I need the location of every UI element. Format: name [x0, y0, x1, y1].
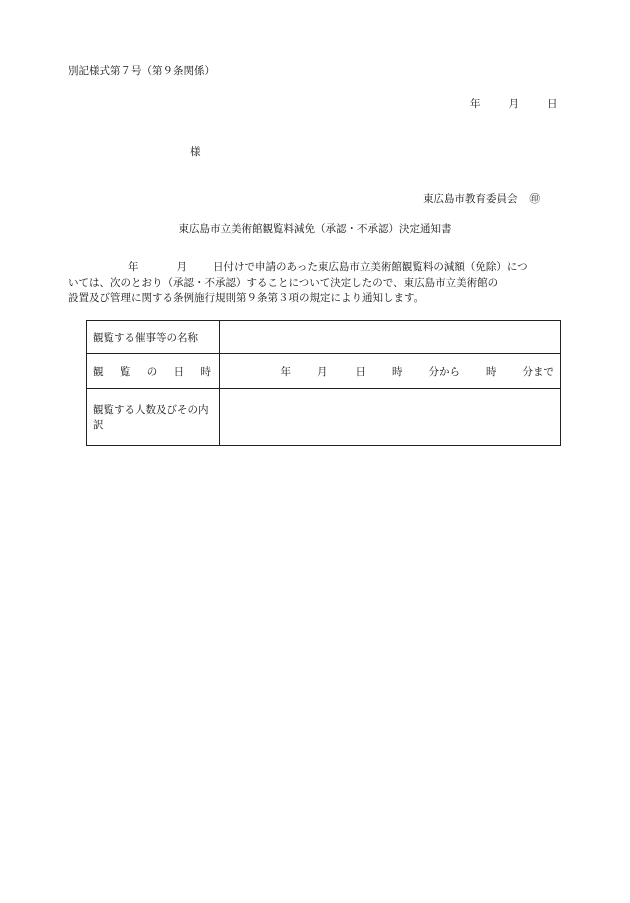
- body-text: [68, 260, 568, 307]
- info-table: [86, 320, 561, 446]
- body-line-2: いては、次のとおり（承認・不承認）することについて決定したので、東広島市立美術館の: [68, 276, 499, 289]
- document-title: 東広島市立美術館観覧料減免（承認・不承認）決定通知書: [178, 223, 452, 235]
- date-day-label: 日: [547, 98, 558, 110]
- label-char: 日: [173, 365, 185, 378]
- date-line: [470, 97, 558, 111]
- body-month-label: 月: [176, 261, 187, 273]
- seal-mark: ㊞: [529, 193, 540, 205]
- table-row: [87, 389, 561, 446]
- time-unit-minute-to: 分まで: [522, 365, 554, 378]
- event-name-value: [220, 321, 561, 354]
- time-unit-hour-to: 時: [486, 365, 497, 378]
- time-unit-month: 月: [317, 365, 328, 378]
- date-year-label: 年: [470, 98, 481, 110]
- viewing-datetime-value: [220, 354, 561, 389]
- issuer: [423, 192, 540, 206]
- label-char: 覧: [119, 365, 131, 378]
- time-unit-minute-from: 分から: [428, 365, 460, 378]
- label-char: 時: [200, 365, 211, 378]
- visitor-count-value: [220, 389, 561, 446]
- body-line-1: [68, 260, 568, 276]
- label-char: 観: [93, 365, 104, 378]
- date-month-label: 月: [508, 98, 519, 110]
- issuer-name: 東広島市教育委員会: [423, 193, 518, 205]
- time-unit-hour: 時: [392, 365, 403, 378]
- form-number: 別記様式第７号（第９条関係）: [68, 65, 215, 77]
- visitor-count-label: 観覧する人数及びその内訳: [87, 389, 220, 446]
- table-row: [87, 354, 561, 389]
- time-unit-day: 日: [355, 365, 366, 378]
- body-line-1-text: 日付けで申請のあった東広島市立美術館観覧料の減額（免除）につ: [213, 261, 528, 273]
- table-row: [87, 321, 561, 354]
- body-line-3: 設置及び管理に関する条例施行規則第９条第３項の規定により通知します。: [68, 292, 425, 304]
- recipient-honorific: 様: [190, 146, 201, 158]
- viewing-datetime-label: [87, 354, 220, 389]
- label-char: の: [146, 365, 158, 378]
- event-name-label: 観覧する催事等の名称: [87, 321, 220, 354]
- time-unit-year: 年: [280, 365, 291, 378]
- body-year-label: 年: [128, 261, 139, 273]
